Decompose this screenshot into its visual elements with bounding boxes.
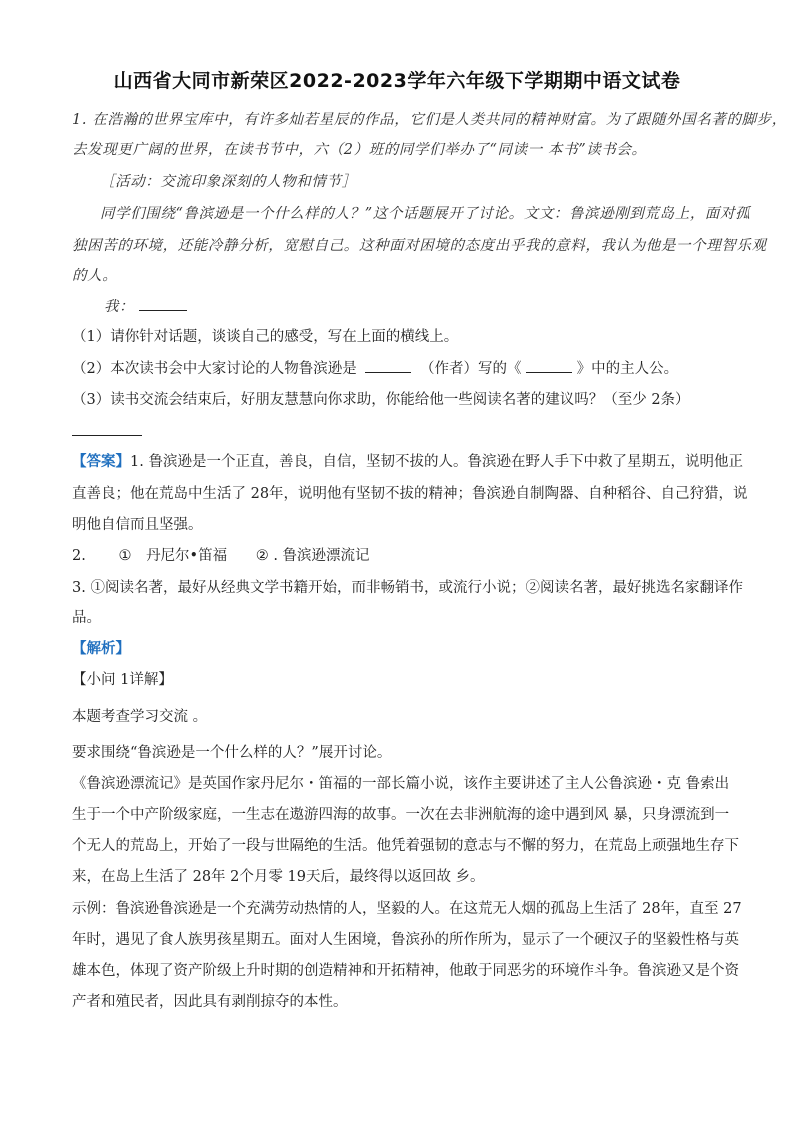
analysis-line: 个无人的荒岛上，开始了一段与世隔绝的生活。他凭着强韧的意志与不懈的努力，在荒岛上顽强地生存下: [72, 838, 739, 854]
question-line: 独困苦的环境，还能冷静分析，宽慰自己。这种面对困境的态度出乎我的意料，我认为他是一个理智乐观: [72, 238, 767, 254]
answer-3-line: 品。: [72, 610, 101, 626]
circled-number-1: ①: [118, 548, 132, 564]
activity-heading: ［活动：交流印象深刻的人物和情节］: [100, 174, 357, 190]
answer-2-book: . 鲁滨逊漂流记: [273, 548, 370, 564]
sub-question-detail-label: 【小问 1详解】: [72, 672, 173, 688]
analysis-line: 雄本色，体现了资产阶级上升时期的创造精神和开拓精神，他敢于同恶劣的环境作斗争。鲁滨逊又是个资: [72, 963, 739, 979]
author-blank[interactable]: [365, 358, 411, 373]
analysis-line: 生于一个中产阶级家庭，一生志在遨游四海的故事。一次在去非洲航海的途中遇到风 暴，只身漂流到一: [72, 807, 730, 823]
answer-1-line: 直善良；他在荒岛中生活了 28年，说明他有坚韧不拔的精神；鲁滨逊自制陶器、自种稻谷、自己狩猎，说: [72, 486, 748, 502]
question-line: 的人。: [72, 268, 118, 284]
sub-question-3: （3）读书交流会结束后，好朋友慧慧向你求助，你能给他一些阅读名著的建议吗？（至少 2条）: [72, 392, 690, 408]
analysis-line: 《鲁滨逊漂流记》是英国作家丹尼尔・笛福的一部长篇小说，该作主要讲述了主人公鲁滨逊・克 鲁索出: [72, 776, 730, 792]
q2-part-b: （作者）写的《: [419, 361, 522, 377]
me-label: 我：: [104, 299, 135, 315]
answer-line: [72, 452, 743, 472]
answer-2-number: 2.: [72, 548, 86, 564]
analysis-line: 本题考查学习交流 。: [72, 709, 208, 725]
analysis-label: 【解析】: [72, 640, 130, 657]
page-title: 山西省大同市新荣区2022-2023学年六年级下学期期中语文试卷: [113, 70, 681, 92]
question-line: 去发现更广阔的世界，在读书节中，六（2）班的同学们举办了“同读一 本书”读书会。: [72, 142, 647, 158]
answer-2-author: 丹尼尔•笛福: [146, 548, 228, 564]
sub-question-2: [72, 358, 678, 379]
analysis-line: 来，在岛上生活了 28年 2个月零 19天后，最终得以返回故 乡。: [72, 869, 485, 885]
answer-1-line: 明他自信而且坚强。: [72, 517, 203, 533]
book-title-blank[interactable]: [526, 358, 572, 373]
answer-label: 【答案】: [72, 453, 130, 470]
analysis-line: 示例：鲁滨逊鲁滨逊是一个充满劳动热情的人，坚毅的人。在这荒无人烟的孤岛上生活了 28年，直至 27: [72, 901, 742, 917]
sub-question-1: （1）请你针对话题，谈谈自己的感受，写在上面的横线上。: [72, 329, 459, 345]
me-answer-blank[interactable]: [139, 296, 187, 311]
me-answer-row: [104, 296, 187, 317]
analysis-line: 年时，遇见了食人族男孩星期五。面对人生困境，鲁滨孙的所作所为，显示了一个硬汉子的坚毅性格与英: [72, 932, 739, 948]
question-line: 同学们围绕“鲁滨逊是一个什么样的人？”这个话题展开了讨论。文文：鲁滨逊刚到荒岛上，面对孤: [100, 206, 751, 222]
circled-number-2: ②: [255, 548, 269, 564]
answer-3-line: 3. ①阅读名著，最好从经典文学书籍开始，而非畅销书，或流行小说；②阅读名著，最好挑选名家翻译作: [72, 580, 743, 596]
q2-part-a: （2）本次读书会中大家讨论的人物鲁滨逊是: [72, 361, 357, 377]
q2-part-c: 》中的主人公。: [576, 361, 679, 377]
answer-blank-line: [72, 435, 142, 436]
analysis-line: 要求围绕“鲁滨逊是一个什么样的人？”展开讨论。: [72, 745, 392, 761]
question-line: 1. 在浩瀚的世界宝库中，有许多灿若星辰的作品，它们是人类共同的精神财富。为了跟随外国名著的脚步，: [72, 112, 787, 128]
answer-2: [72, 546, 370, 566]
answer-1-line: 1. 鲁滨逊是一个正直，善良，自信，坚韧不拔的人。鲁滨逊在野人手下中救了星期五，说明他正: [130, 454, 743, 470]
analysis-line: 产者和殖民者，因此具有剥削掠夺的本性。: [72, 994, 348, 1010]
